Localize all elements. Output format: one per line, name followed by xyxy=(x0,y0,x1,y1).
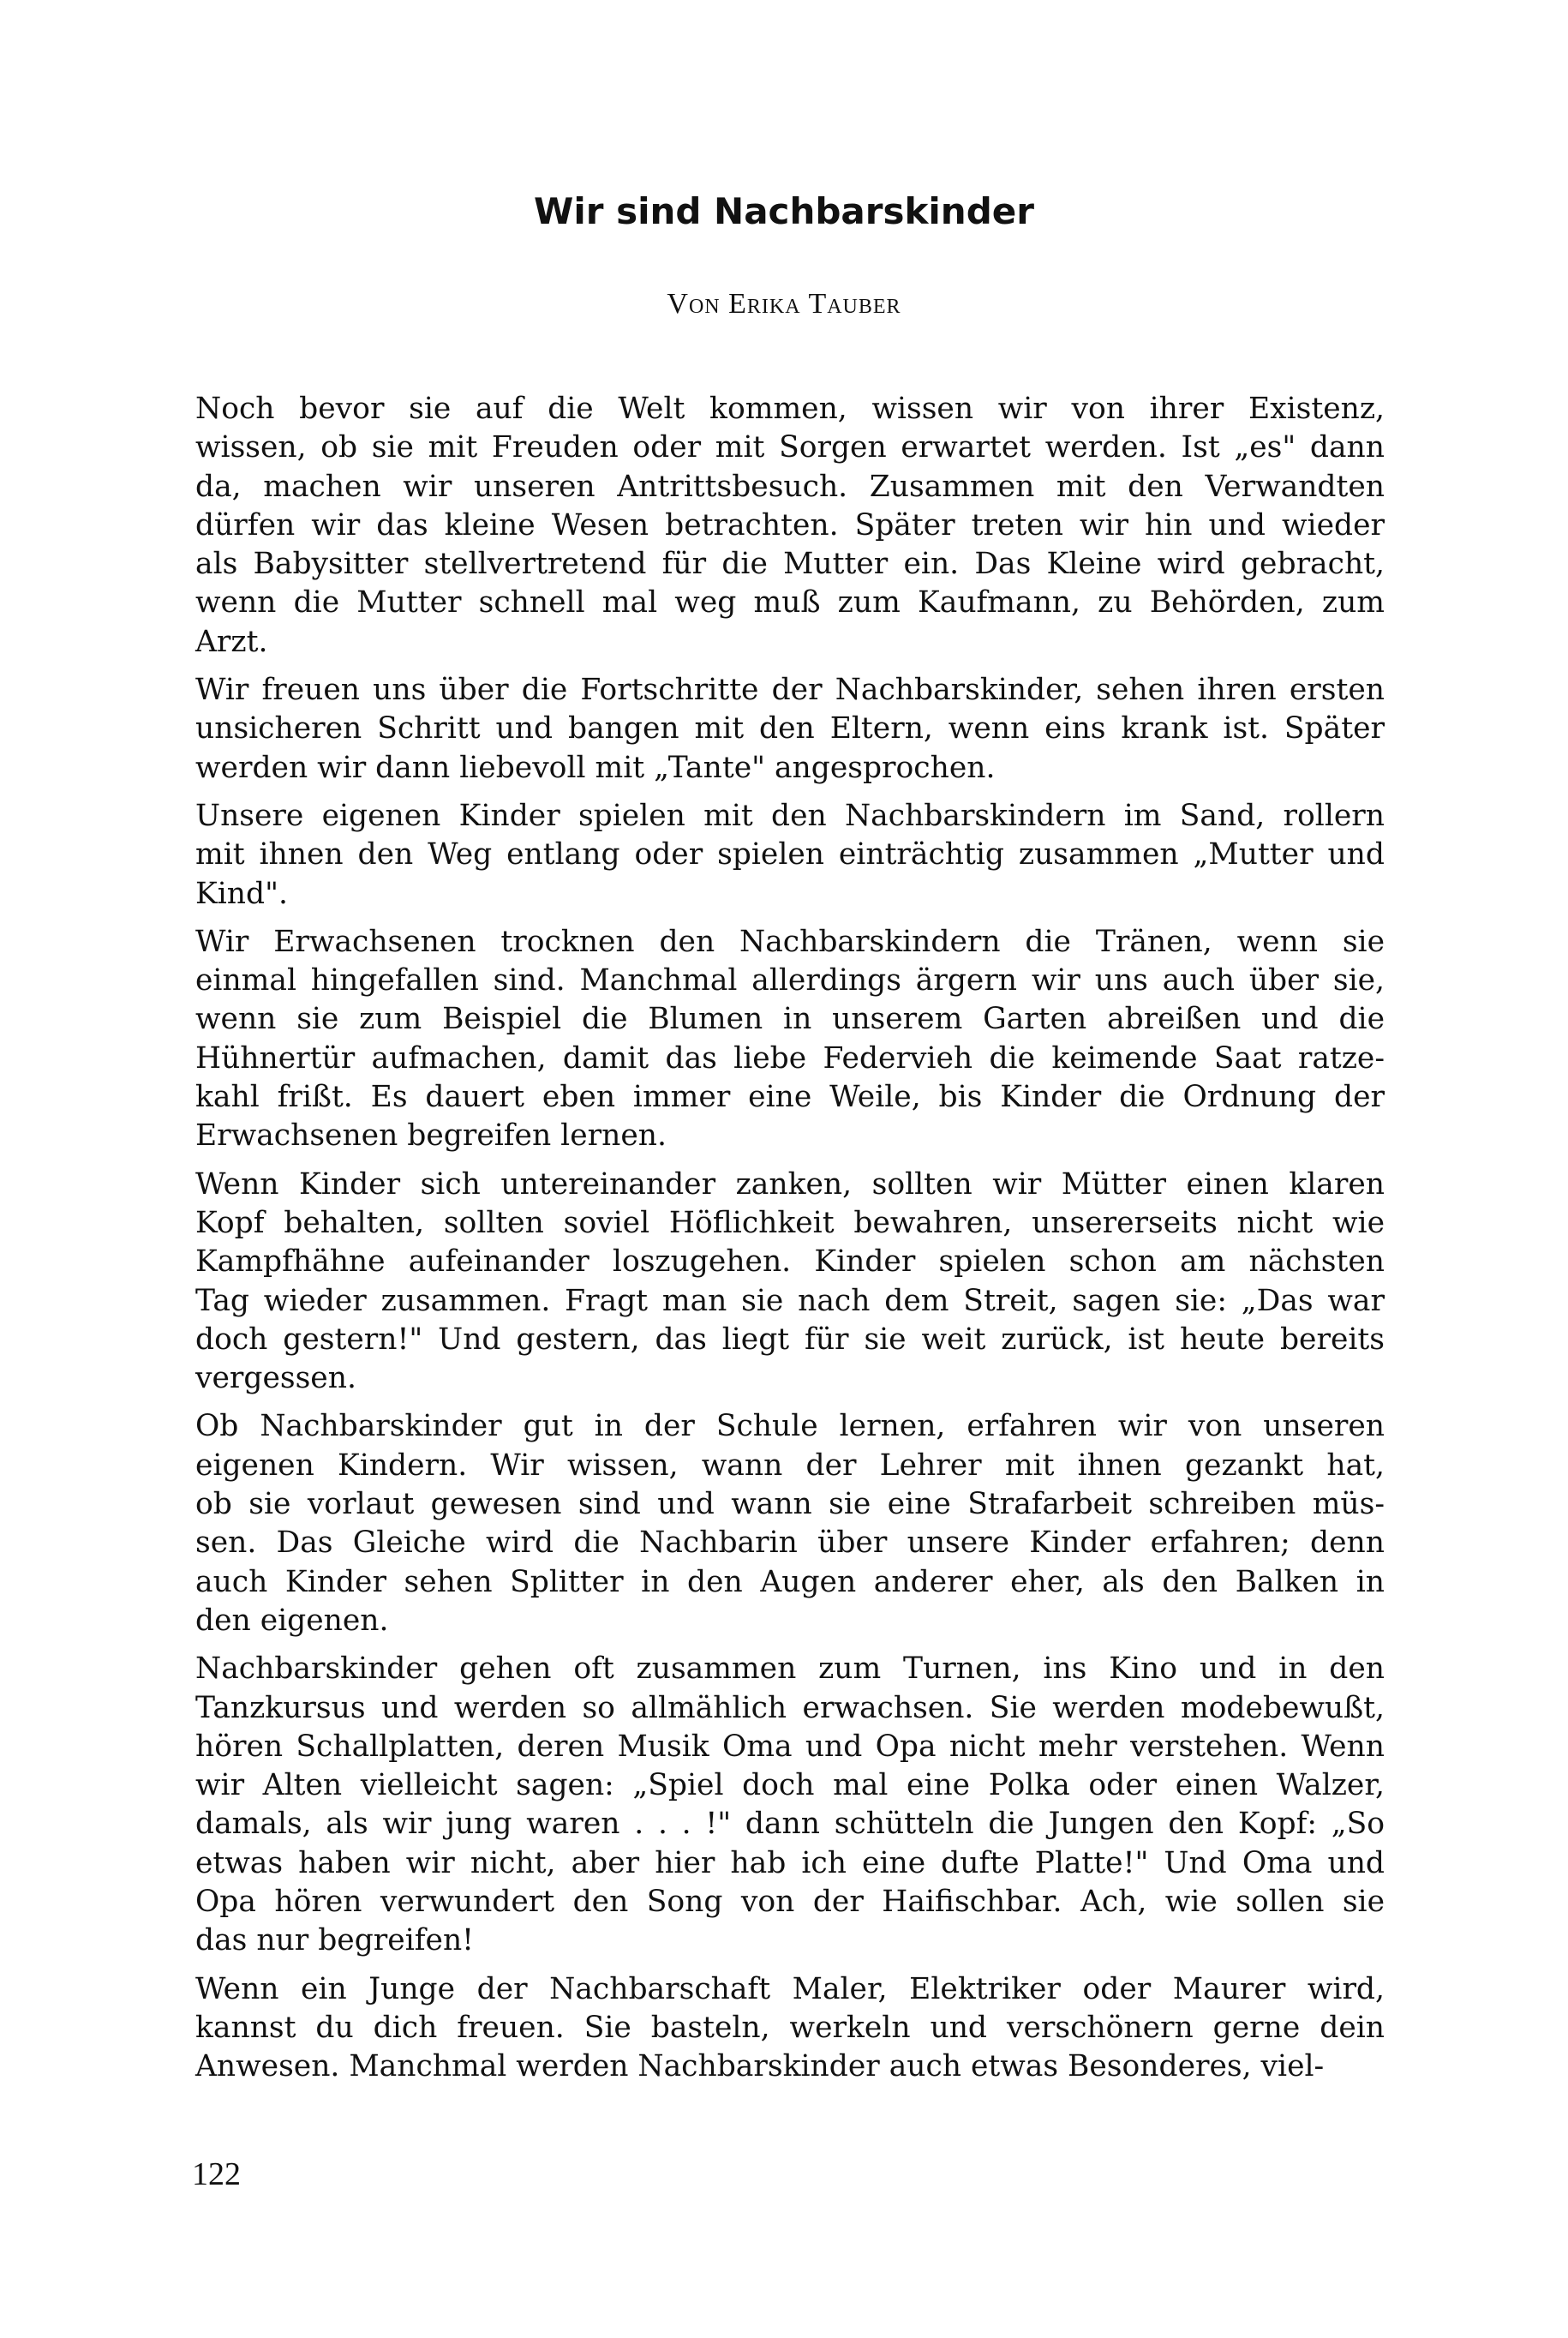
text-line: dürfen wir das kleine Wesen betrachten. Später treten wir hin und wieder xyxy=(195,507,1385,543)
text-line: doch gestern!" Und gestern, das liegt für sie weit zurück, ist heute bereits xyxy=(195,1322,1385,1357)
text-line: Ob Nachbarskinder gut in der Schule lernen, erfahren wir von unseren xyxy=(195,1409,1385,1444)
text-line: Nachbarskinder gehen oft zusammen zum Turnen, ins Kino und in den xyxy=(195,1652,1385,1687)
paragraph xyxy=(195,797,1385,914)
paragraph xyxy=(195,923,1385,1156)
text-line: Hühnertür aufmachen, damit das liebe Federvieh die keimende Saat ratze- xyxy=(195,1040,1385,1076)
text-line: Erwachsenen begreifen lernen. xyxy=(195,1118,667,1154)
text-line: Kopf behalten, sollten soviel Höflichkeit bewahren, unsererseits nicht wie xyxy=(195,1205,1385,1240)
text-line: wir Alten vielleicht sagen: „Spiel doch mal eine Polka oder einen Walzer, xyxy=(195,1768,1385,1803)
text-line: Tanzkursus und werden so allmählich erwachsen. Sie werden modebewußt, xyxy=(195,1690,1385,1725)
text-line: einmal hingefallen sind. Manchmal allerdings ärgern wir uns auch über sie, xyxy=(195,963,1385,998)
article-author: Von Erika Tauber xyxy=(667,288,901,320)
text-line: eigenen Kindern. Wir wissen, wann der Lehrer mit ihnen gezankt hat, xyxy=(195,1448,1385,1483)
text-line: vergessen. xyxy=(195,1361,356,1396)
text-line: Noch bevor sie auf die Welt kommen, wissen wir von ihrer Existenz, xyxy=(195,392,1385,426)
text-line: hören Schallplatten, deren Musik Oma und Opa nicht mehr verstehen. Wenn xyxy=(195,1729,1385,1764)
text-line: kannst du dich freuen. Sie basteln, werkeln und verschönern gerne dein xyxy=(195,2010,1385,2045)
text-line: Arzt. xyxy=(195,624,268,659)
text-line: Opa hören verwundert den Song von der Haifischbar. Ach, wie sollen sie xyxy=(195,1884,1385,1919)
paragraph xyxy=(195,390,1385,662)
text-line: Wir Erwachsenen trocknen den Nachbarskindern die Tränen, wenn sie xyxy=(195,924,1385,959)
article-title: Wir sind Nachbarskinder xyxy=(534,190,1034,232)
text-line: Wir freuen uns über die Fortschritte der Nachbarskinder, sehen ihren ersten xyxy=(195,673,1385,708)
page-number: 122 xyxy=(192,2156,241,2192)
text-line: Kind". xyxy=(195,876,288,911)
text-line: damals, als wir jung waren . . . !" dann schütteln die Jungen den Kopf: „So xyxy=(195,1807,1385,1842)
paragraph xyxy=(195,1650,1385,1960)
text-line: wenn sie zum Beispiel die Blumen in unserem Garten abreißen und die xyxy=(195,1002,1385,1037)
text-line: mit ihnen den Weg entlang oder spielen einträchtig zusammen „Mutter und xyxy=(195,837,1385,872)
text-line: kahl frißt. Es dauert eben immer eine Weile, bis Kinder die Ordnung der xyxy=(195,1080,1385,1115)
text-line: da, machen wir unseren Antrittsbesuch. Zusammen mit den Verwandten xyxy=(195,469,1385,504)
text-line: Unsere eigenen Kinder spielen mit den Nachbarskindern im Sand, rollern xyxy=(195,798,1385,833)
text-line: den eigenen. xyxy=(195,1603,389,1638)
text-line: Wenn ein Junge der Nachbarschaft Maler, Elektriker oder Maurer wird, xyxy=(195,1971,1385,2006)
paragraph xyxy=(195,1166,1385,1399)
article-body xyxy=(195,390,1385,2095)
text-line: sen. Das Gleiche wird die Nachbarin über unsere Kinder erfahren; denn xyxy=(195,1526,1385,1561)
text-line: Wenn Kinder sich untereinander zanken, sollten wir Mütter einen klaren xyxy=(195,1166,1385,1202)
paragraph xyxy=(195,1970,1385,2087)
paragraph xyxy=(195,1407,1385,1640)
text-line: wenn die Mutter schnell mal weg muß zum Kaufmann, zu Behörden, zum xyxy=(195,585,1385,620)
text-line: Tag wieder zusammen. Fragt man sie nach dem Streit, sagen sie: „Das war xyxy=(195,1283,1385,1318)
text-line: auch Kinder sehen Splitter in den Augen anderer eher, als den Balken in xyxy=(195,1564,1385,1599)
text-line: als Babysitter stellvertretend für die Mutter ein. Das Kleine wird gebracht, xyxy=(195,547,1385,582)
text-line: das nur begreifen! xyxy=(195,1923,475,1958)
text-line: Kampfhähne aufeinander loszugehen. Kinder spielen schon am nächsten xyxy=(195,1244,1385,1280)
text-line: unsicheren Schritt und bangen mit den Eltern, wenn eins krank ist. Später xyxy=(195,711,1385,746)
text-line: ob sie vorlaut gewesen sind und wann sie eine Strafarbeit schreiben müs- xyxy=(195,1487,1385,1522)
text-line: Anwesen. Manchmal werden Nachbarskinder auch etwas Besonderes, viel- xyxy=(195,2049,1325,2084)
text-line: werden wir dann liebevoll mit „Tante" angesprochen. xyxy=(195,750,996,785)
text-line: etwas haben wir nicht, aber hier hab ich eine dufte Platte!" Und Oma und xyxy=(195,1845,1385,1880)
paragraph xyxy=(195,671,1385,788)
text-line: wissen, ob sie mit Freuden oder mit Sorgen erwartet werden. Ist „es" dann xyxy=(195,430,1385,465)
